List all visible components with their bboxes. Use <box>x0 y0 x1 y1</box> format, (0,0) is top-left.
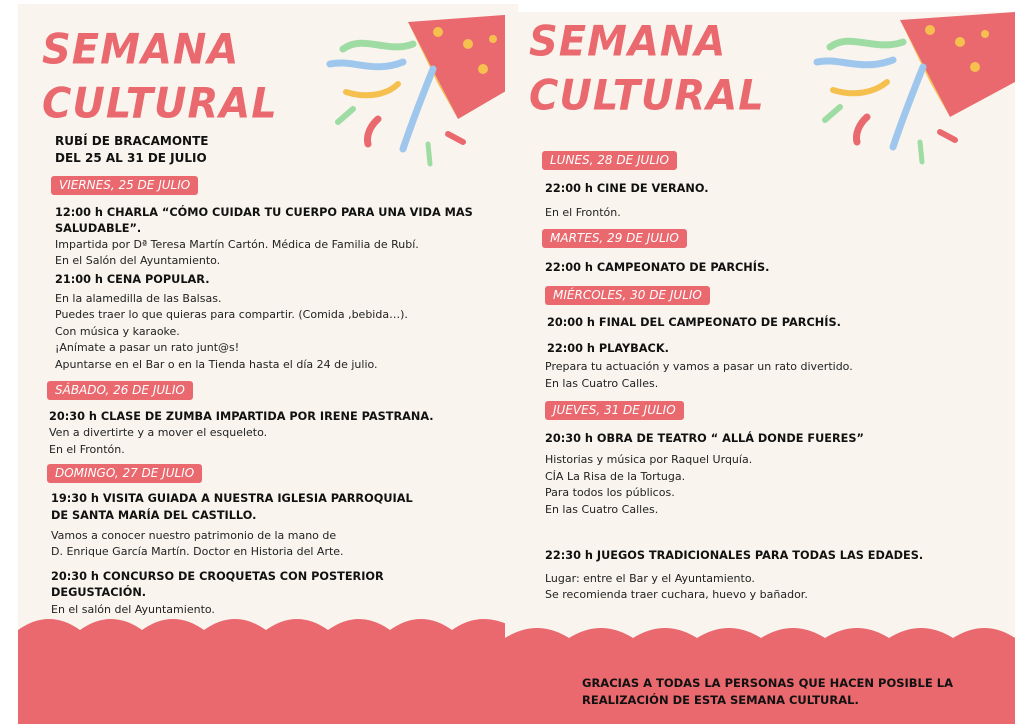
event-detail: Con música y karaoke. <box>55 325 180 338</box>
event-heading: DEGUSTACIÓN. <box>51 586 147 599</box>
event-heading: 20:30 h OBRA DE TEATRO “ ALLÁ DONDE FUERES” <box>545 432 864 445</box>
event-detail: En la alamedilla de las Balsas. <box>55 292 222 305</box>
title-line-2: CULTURAL <box>529 71 765 121</box>
event-detail: En las Cuatro Calles. <box>545 503 659 516</box>
event-detail: Puedes traer lo que quieras para compartir. (Comida ,bebida…). <box>55 308 408 321</box>
party-popper-icon <box>805 12 1015 172</box>
event-detail: Vamos a conocer nuestro patrimonio de la mano de <box>51 529 337 542</box>
tag-viernes: VIERNES, 25 DE JULIO <box>51 176 198 195</box>
event-heading: 22:00 h CINE DE VERANO. <box>545 182 709 195</box>
event-heading: 20:30 h CONCURSO DE CROQUETAS CON POSTERIOR <box>51 570 384 583</box>
event-detail: Impartida por Dª Teresa Martín Cartón. Médica de Familia de Rubí. <box>55 238 419 251</box>
event-detail: En el Frontón. <box>49 443 125 456</box>
event-detail: Prepara tu actuación y vamos a pasar un rato divertido. <box>545 360 853 373</box>
event-heading: DE SANTA MARÍA DEL CASTILLO. <box>51 509 257 522</box>
event-detail: Historias y música por Raquel Urquía. <box>545 453 753 466</box>
footer-thanks-line-1: GRACIAS A TODAS LA PERSONAS QUE HACEN POSIBLE LA <box>582 676 953 690</box>
event-detail: Apuntarse en el Bar o en la Tienda hasta el día 24 de julio. <box>55 358 378 371</box>
tag-jueves: JUEVES, 31 DE JULIO <box>545 401 684 420</box>
event-heading: SALUDABLE”. <box>55 222 142 235</box>
event-detail: CÍA La Risa de la Tortuga. <box>545 470 686 483</box>
tag-lunes: LUNES, 28 DE JULIO <box>542 151 677 170</box>
title-line-1: SEMANA <box>42 25 240 75</box>
event-detail: En el Salón del Ayuntamiento. <box>55 254 221 267</box>
left-page <box>18 4 518 724</box>
event-detail: D. Enrique García Martín. Doctor en Historia del Arte. <box>51 545 344 558</box>
party-popper-icon <box>318 14 518 174</box>
tag-domingo: DOMINGO, 27 DE JULIO <box>47 464 202 483</box>
event-detail: En el Frontón. <box>545 206 621 219</box>
event-heading: 22:30 h JUEGOS TRADICIONALES PARA TODAS LAS EDADES. <box>545 549 924 562</box>
title-line-1: SEMANA <box>529 17 727 67</box>
event-detail: Para todos los públicos. <box>545 486 675 499</box>
event-detail: En las Cuatro Calles. <box>545 377 659 390</box>
wave-border <box>18 608 518 724</box>
event-heading: 19:30 h VISITA GUIADA A NUESTRA IGLESIA PARROQUIAL <box>51 492 413 505</box>
event-detail: Lugar: entre el Bar y el Ayuntamiento. <box>545 572 755 585</box>
tag-sabado: SÁBADO, 26 DE JULIO <box>47 381 193 400</box>
event-heading: 12:00 h CHARLA “CÓMO CUIDAR TU CUERPO PARA UNA VIDA MAS <box>55 206 473 219</box>
right-page <box>505 12 1015 724</box>
footer-thanks-line-2: REALIZACIÓN DE ESTA SEMANA CULTURAL. <box>582 693 859 707</box>
event-heading: 20:00 h FINAL DEL CAMPEONATO DE PARCHÍS. <box>547 316 841 329</box>
event-heading: 22:00 h PLAYBACK. <box>547 342 669 355</box>
date-range: DEL 25 AL 31 DE JULIO <box>55 151 207 165</box>
town-name: RUBÍ DE BRACAMONTE <box>55 134 209 148</box>
tag-martes: MARTES, 29 DE JULIO <box>542 229 687 248</box>
event-heading: 21:00 h CENA POPULAR. <box>55 273 210 286</box>
event-heading: 20:30 h CLASE DE ZUMBA IMPARTIDA POR IRENE PASTRANA. <box>49 410 434 423</box>
event-detail: Ven a divertirte y a mover el esqueleto. <box>49 426 268 439</box>
event-detail: Se recomienda traer cuchara, huevo y bañador. <box>545 588 808 601</box>
event-heading: 22:00 h CAMPEONATO DE PARCHÍS. <box>545 261 770 274</box>
event-detail: En el salón del Ayuntamiento. <box>51 603 215 616</box>
tag-miercoles: MIÉRCOLES, 30 DE JULIO <box>545 286 710 305</box>
title-line-2: CULTURAL <box>42 79 278 129</box>
event-detail: ¡Anímate a pasar un rato junt@s! <box>55 341 240 354</box>
